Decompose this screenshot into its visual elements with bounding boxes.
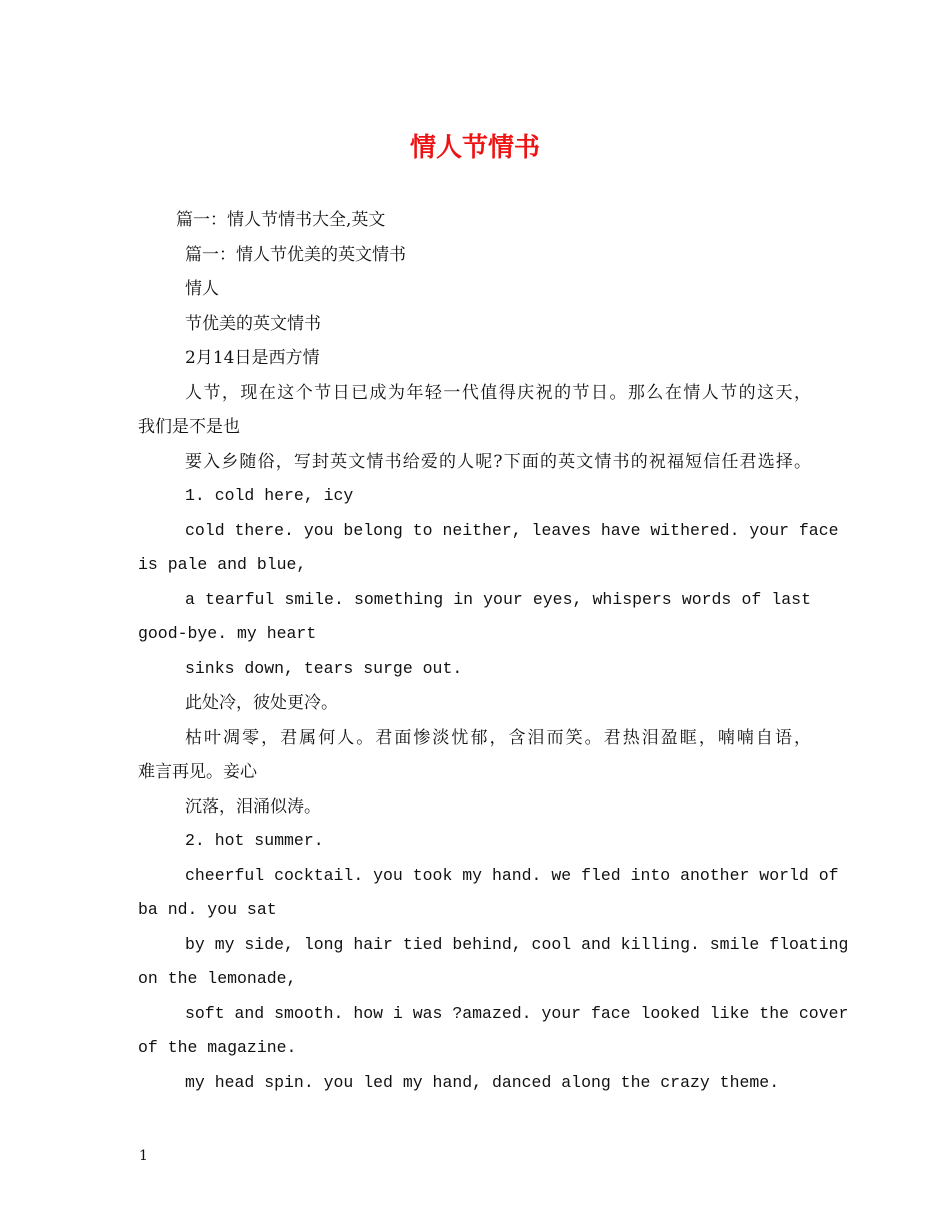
paragraph-line: 2. hot summer.	[185, 831, 324, 850]
paragraph-line: good-bye. my heart	[138, 624, 317, 643]
paragraph-line: cold there. you belong to neither, leaves have withered. your face	[185, 520, 839, 540]
paragraph-line: a tearful smile. something in your eyes, whispers words of last	[185, 589, 811, 609]
paragraph-line: is pale and blue,	[138, 555, 307, 574]
paragraph-line: ba nd. you sat	[138, 900, 277, 919]
paragraph-line: 要入乡随俗，写封英文情书给爱的人呢?下面的英文情书的祝福短信任君选择。	[185, 451, 811, 472]
document-title: 情人节情书	[409, 133, 540, 163]
paragraph-line: 难言再见。妾心	[138, 762, 257, 782]
paragraph-line: 我们是不是也	[138, 417, 240, 437]
paragraph-line: 情人	[185, 279, 219, 299]
paragraph-line: by my side, long hair tied behind, cool and killing. smile floating	[185, 934, 849, 954]
paragraph-line: 1. cold here, icy	[185, 486, 354, 505]
paragraph-line: of the magazine.	[138, 1038, 297, 1057]
paragraph-line: 沉落，泪涌似涛。	[185, 796, 321, 817]
paragraph-line: 枯叶凋零，君属何人。君面惨淡忧郁，含泪而笑。君热泪盈眶，喃喃自语，	[185, 727, 811, 748]
paragraph-line: 人节，现在这个节日已成为年轻一代值得庆祝的节日。那么在情人节的这天，	[185, 382, 811, 403]
paragraph-line: my head spin. you led my hand, danced along the crazy theme.	[185, 1072, 780, 1092]
paragraph-line: cheerful cocktail. you took my hand. we fled into another world of	[185, 865, 839, 885]
paragraph-line: 2月14日是西方情	[185, 348, 320, 368]
paragraph-line: 此处冷，彼处更冷。	[185, 693, 338, 713]
paragraph-line: soft and smooth. how i was ?amazed. your face looked like the cover	[185, 1003, 849, 1023]
paragraph-line: 节优美的英文情书	[185, 313, 321, 334]
paragraph-line: 篇一：情人节优美的英文情书	[185, 244, 406, 265]
page-number: 1	[139, 1148, 148, 1164]
paragraph-line: sinks down, tears surge out.	[185, 658, 463, 678]
paragraph-line: 篇一：情人节情书大全,英文	[176, 210, 386, 230]
paragraph-line: on the lemonade,	[138, 969, 297, 988]
document-body	[138, 203, 849, 1100]
